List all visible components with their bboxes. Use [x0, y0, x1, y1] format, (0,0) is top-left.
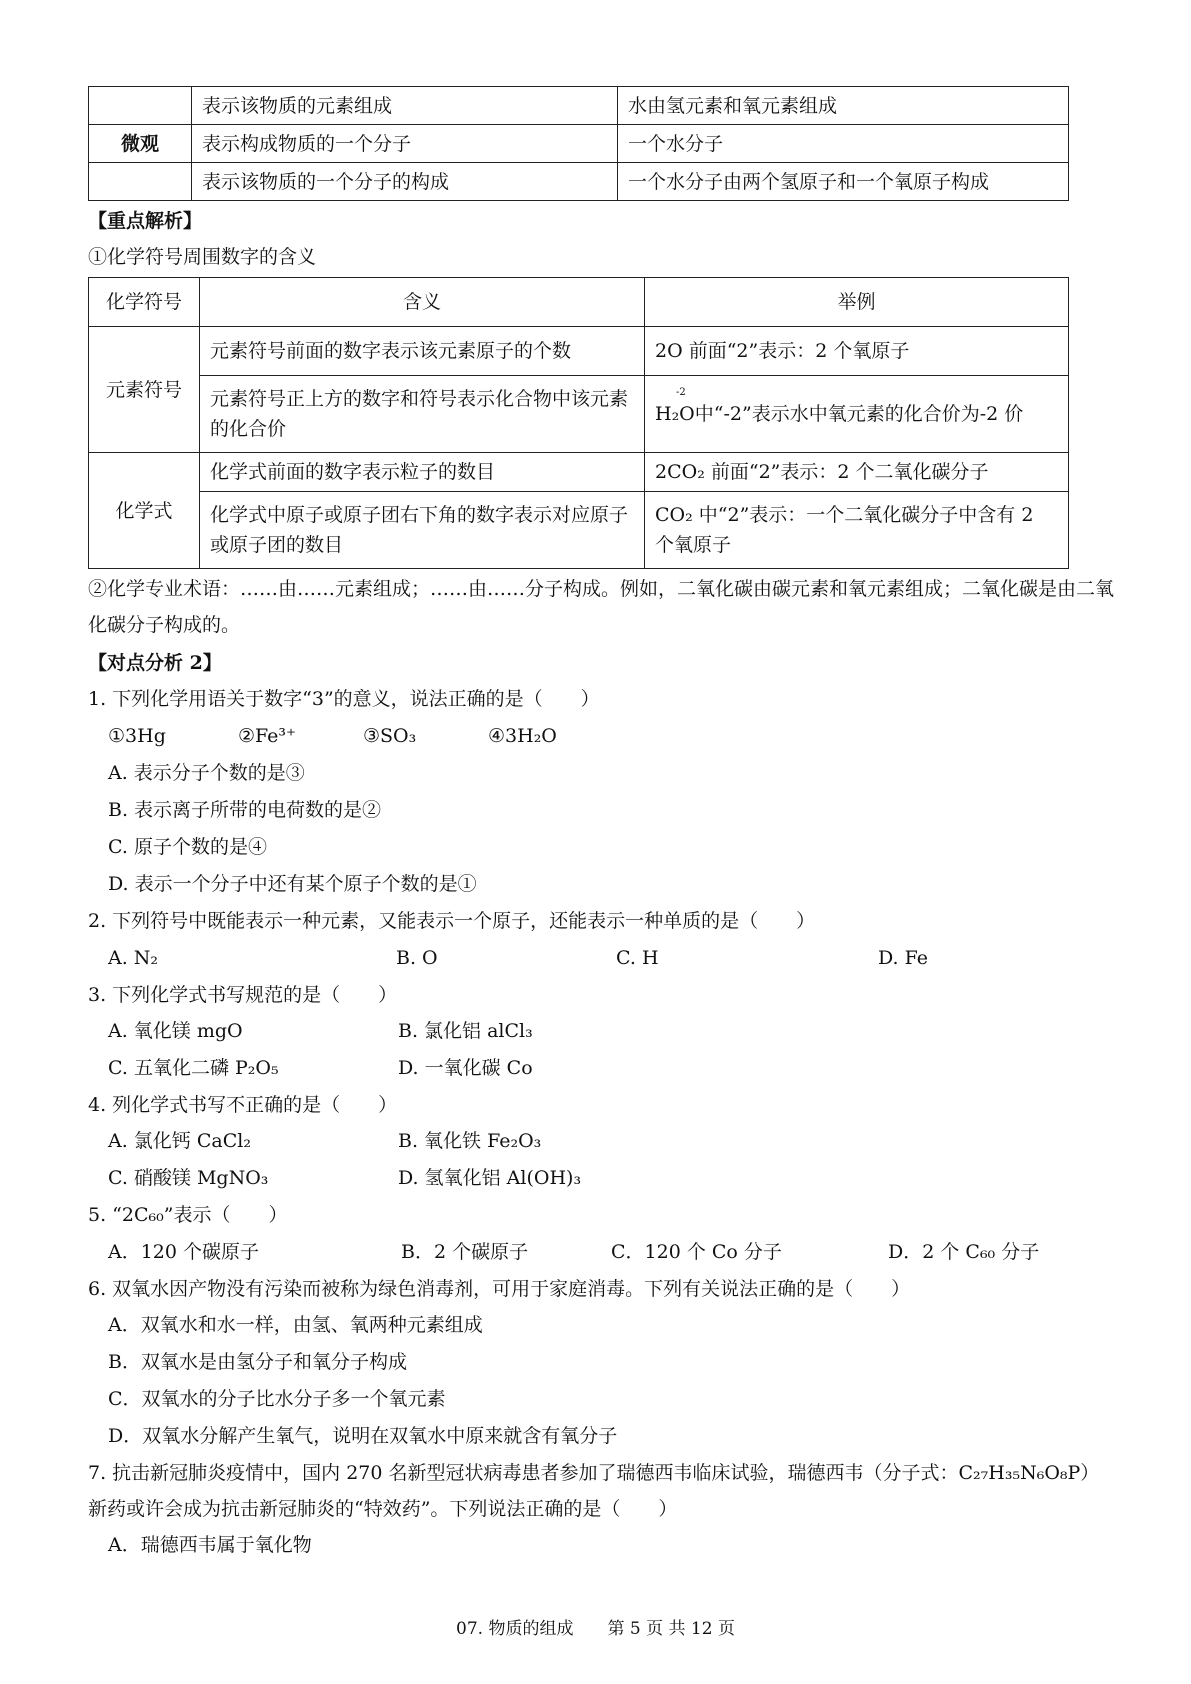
symbol-item: ②Fe³⁺: [238, 725, 297, 747]
table-row: [89, 376, 1069, 453]
symbol-number-table: [88, 277, 1069, 569]
header-cell: 举例: [645, 278, 1069, 327]
question-7: [88, 1455, 1118, 1564]
question-stem: 5. “2C₆₀”表示（ ）: [88, 1204, 288, 1226]
meaning-cell: 元素符号正上方的数字和符号表示化合物中该元素的化合价: [200, 376, 645, 453]
meaning-cell: 化学式前面的数字表示粒子的数目: [200, 453, 645, 492]
row-label: [89, 163, 192, 201]
question-5: [88, 1197, 1118, 1271]
option: C. 原子个数的是④: [108, 836, 267, 858]
question-stem: 1. 下列化学用语关于数字“3”的意义，说法正确的是（ ）: [88, 688, 600, 710]
example-cell: 一个水分子由两个氢原子和一个氧原子构成: [618, 163, 1069, 201]
meaning-cell: 元素符号前面的数字表示该元素原子的个数: [200, 327, 645, 376]
practice-heading: 【对点分析 2】: [88, 652, 222, 674]
document-page: [88, 86, 1118, 1564]
valence-mark: -2: [676, 387, 686, 398]
option: A. 表示分子个数的是③: [108, 762, 305, 784]
option: D．双氧水分解产生氧气，说明在双氧水中原来就含有氧分子: [108, 1425, 618, 1447]
table-row: [89, 163, 1069, 201]
example-cell: 2CO₂ 前面“2”表示：2 个二氧化碳分子: [645, 453, 1069, 492]
symbol-list: [88, 717, 1118, 755]
point-1: ①化学符号周围数字的含义: [88, 246, 317, 268]
option: B. O: [396, 947, 438, 969]
option: B．2 个碳原子: [401, 1241, 529, 1263]
example-cell: 2O 前面“2”表示：2 个氧原子: [645, 327, 1069, 376]
example-text: H₂O中“-2”表示水中氧元素的化合价为-2 价: [655, 403, 1024, 425]
option: D. 氢氧化铝 Al(OH)₃: [398, 1167, 582, 1189]
symbol-item: ④3H₂O: [488, 725, 557, 747]
example-cell: 一个水分子: [618, 125, 1069, 163]
question-3: [88, 977, 1118, 1087]
meaning-cell: 表示该物质的一个分子的构成: [192, 163, 618, 201]
table-header-row: [89, 278, 1069, 327]
option: C. 五氧化二磷 P₂O₅: [108, 1057, 279, 1079]
option: A．瑞德西韦属于氧化物: [108, 1534, 312, 1556]
option-row: [88, 1123, 1118, 1160]
option: C．双氧水的分子比水分子多一个氧元素: [108, 1388, 446, 1410]
table-row: [89, 492, 1069, 569]
option: B．双氧水是由氢分子和氧分子构成: [108, 1351, 407, 1373]
option: D. 表示一个分子中还有某个原子个数的是①: [108, 873, 477, 895]
option: A. 氯化钙 CaCl₂: [108, 1130, 251, 1152]
symbol-item: ③SO₃: [363, 725, 417, 747]
question-stem: 4. 列化学式书写不正确的是（ ）: [88, 1094, 398, 1116]
example-cell: CO₂ 中“2”表示：一个二氧化碳分子中含有 2 个氧原子: [645, 492, 1069, 569]
header-cell: 含义: [200, 278, 645, 327]
option-row: [88, 1050, 1118, 1087]
table-row: [89, 453, 1069, 492]
option: B. 氯化铝 alCl₃: [398, 1020, 533, 1042]
option: D. Fe: [878, 947, 929, 969]
option-row: [88, 1160, 1118, 1197]
question-4: [88, 1087, 1118, 1197]
option: C. H: [616, 947, 659, 969]
question-stem: 3. 下列化学式书写规范的是（ ）: [88, 984, 398, 1006]
question-stem: 7. 抗击新冠肺炎疫情中，国内 270 名新型冠状病毒患者参加了瑞德西韦临床试验，瑞德西韦（分子式：C₂₇H₃₅N₆O₈P）新药或许会成为抗击新冠肺炎的“特效药”。下列说法正确的是（ ）: [88, 1462, 1100, 1520]
table-row: [89, 87, 1069, 125]
meaning-cell: 表示构成物质的一个分子: [192, 125, 618, 163]
table-row: [89, 125, 1069, 163]
page-footer: 07. 物质的组成 第 5 页 共 12 页: [456, 1619, 735, 1639]
option-row: [88, 1013, 1118, 1050]
example-cell: [645, 376, 1069, 453]
group-label: 化学式: [89, 453, 200, 569]
option: A．120 个碳原子: [108, 1241, 260, 1263]
option-row: [88, 939, 1118, 977]
question-2: [88, 903, 1118, 977]
point-2: ②化学专业术语：……由……元素组成；……由……分子构成。例如，二氧化碳由碳元素和氧元素组成；二氧化碳是由二氧化碳分子构成的。: [88, 578, 1115, 636]
option: C. 硝酸镁 MgNO₃: [108, 1167, 269, 1189]
question-stem: 2. 下列符号中既能表示一种元素，又能表示一个原子，还能表示一种单质的是（ ）: [88, 910, 816, 932]
row-label: 微观: [89, 125, 192, 163]
meaning-cell: 表示该物质的元素组成: [192, 87, 618, 125]
option: A．双氧水和水一样，由氢、氧两种元素组成: [108, 1314, 483, 1336]
question-6: [88, 1271, 1118, 1455]
group-label: 元素符号: [89, 327, 200, 453]
option: D. 一氧化碳 Co: [398, 1057, 533, 1079]
question-1: [88, 681, 1118, 903]
symbol-item: ①3Hg: [108, 725, 166, 747]
header-cell: 化学符号: [89, 278, 200, 327]
question-stem: 6. 双氧水因产物没有污染而被称为绿色消毒剂，可用于家庭消毒。下列有关说法正确的是（ ）: [88, 1278, 911, 1300]
meaning-cell: 化学式中原子或原子团右下角的数字表示对应原子或原子团的数目: [200, 492, 645, 569]
option: A. N₂: [108, 947, 159, 969]
option-row: [88, 1233, 1118, 1271]
option: D．2 个 C₆₀ 分子: [888, 1241, 1040, 1263]
option: C．120 个 Co 分子: [611, 1241, 782, 1263]
option: B. 氧化铁 Fe₂O₃: [398, 1130, 542, 1152]
row-label: [89, 87, 192, 125]
example-cell: 水由氢元素和氧元素组成: [618, 87, 1069, 125]
option: A. 氧化镁 mgO: [108, 1020, 243, 1042]
section-heading: 【重点解析】: [88, 210, 203, 232]
option: B. 表示离子所带的电荷数的是②: [108, 799, 382, 821]
meaning-table: [88, 86, 1069, 201]
table-row: [89, 327, 1069, 376]
